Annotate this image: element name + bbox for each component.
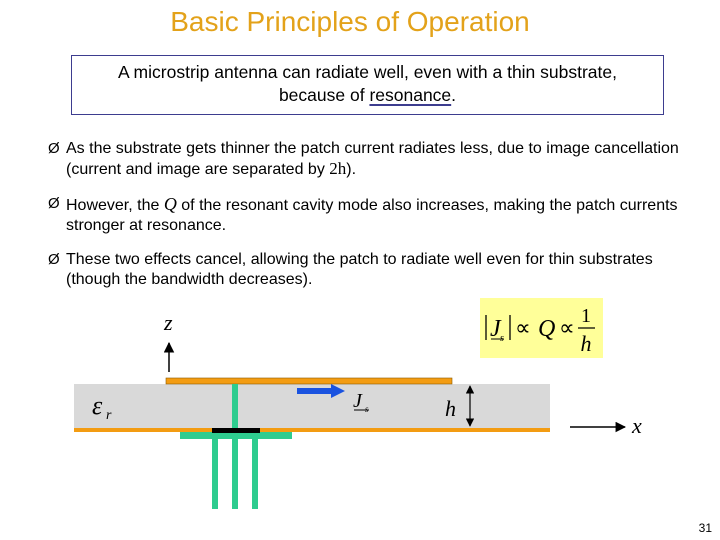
formula-numerator: 1 [581, 305, 591, 327]
feed-probe-inner [232, 384, 238, 429]
coax-outer-right [252, 439, 258, 509]
bullet-math: Q [163, 194, 177, 214]
patch [166, 378, 452, 384]
callout-line-1: A microstrip antenna can radiate well, even with a thin substrate, [117, 62, 617, 82]
formula-js: J [490, 316, 501, 342]
bullet-text: However, the [66, 197, 164, 214]
coax-inner [232, 439, 238, 509]
bullet-text: As the substrate gets thinner the patch current radiates less, due to image cancellation (current and image are separated by [66, 140, 679, 178]
epsilon-label: ε [92, 391, 103, 420]
formula-q: Q [538, 316, 556, 342]
z-axis-label: z [164, 310, 173, 335]
feed-connector-flange [180, 432, 292, 439]
current-label: J [353, 390, 362, 412]
bullet-arrow-icon: Ø [48, 251, 60, 268]
ground-plane [74, 428, 550, 432]
bullet-arrow-icon: Ø [48, 195, 60, 212]
slide-title: Basic Principles of Operation [170, 6, 530, 37]
epsilon-sub: r [106, 408, 112, 423]
bullet-math: 2h [329, 159, 347, 178]
formula-js-sub: s [500, 333, 504, 344]
h-label: h [445, 396, 456, 421]
current-sub: s [365, 404, 369, 414]
page-number: 31 [698, 521, 712, 535]
bullet-text: ). [346, 161, 357, 178]
proportional-icon: ∝ [559, 315, 575, 340]
callout-line-2-suffix: . [451, 85, 457, 105]
coax-outer-left [212, 439, 218, 509]
feed-gap [212, 428, 260, 433]
bullet-text: of the resonant cavity mode also increases, making the patch currents stronger at resonance. [66, 197, 678, 234]
formula-denominator: h [580, 331, 592, 356]
bullet-text: These two effects cancel, allowing the patch to radiate well even for thin substrates (though the bandwidth decreases). [66, 251, 653, 288]
bullet-arrow-icon: Ø [48, 140, 60, 157]
resonance-term: resonance [369, 85, 452, 105]
proportional-icon: ∝ [515, 315, 531, 340]
x-axis-label: x [632, 413, 642, 438]
callout-line-2-prefix: because of [278, 85, 370, 105]
